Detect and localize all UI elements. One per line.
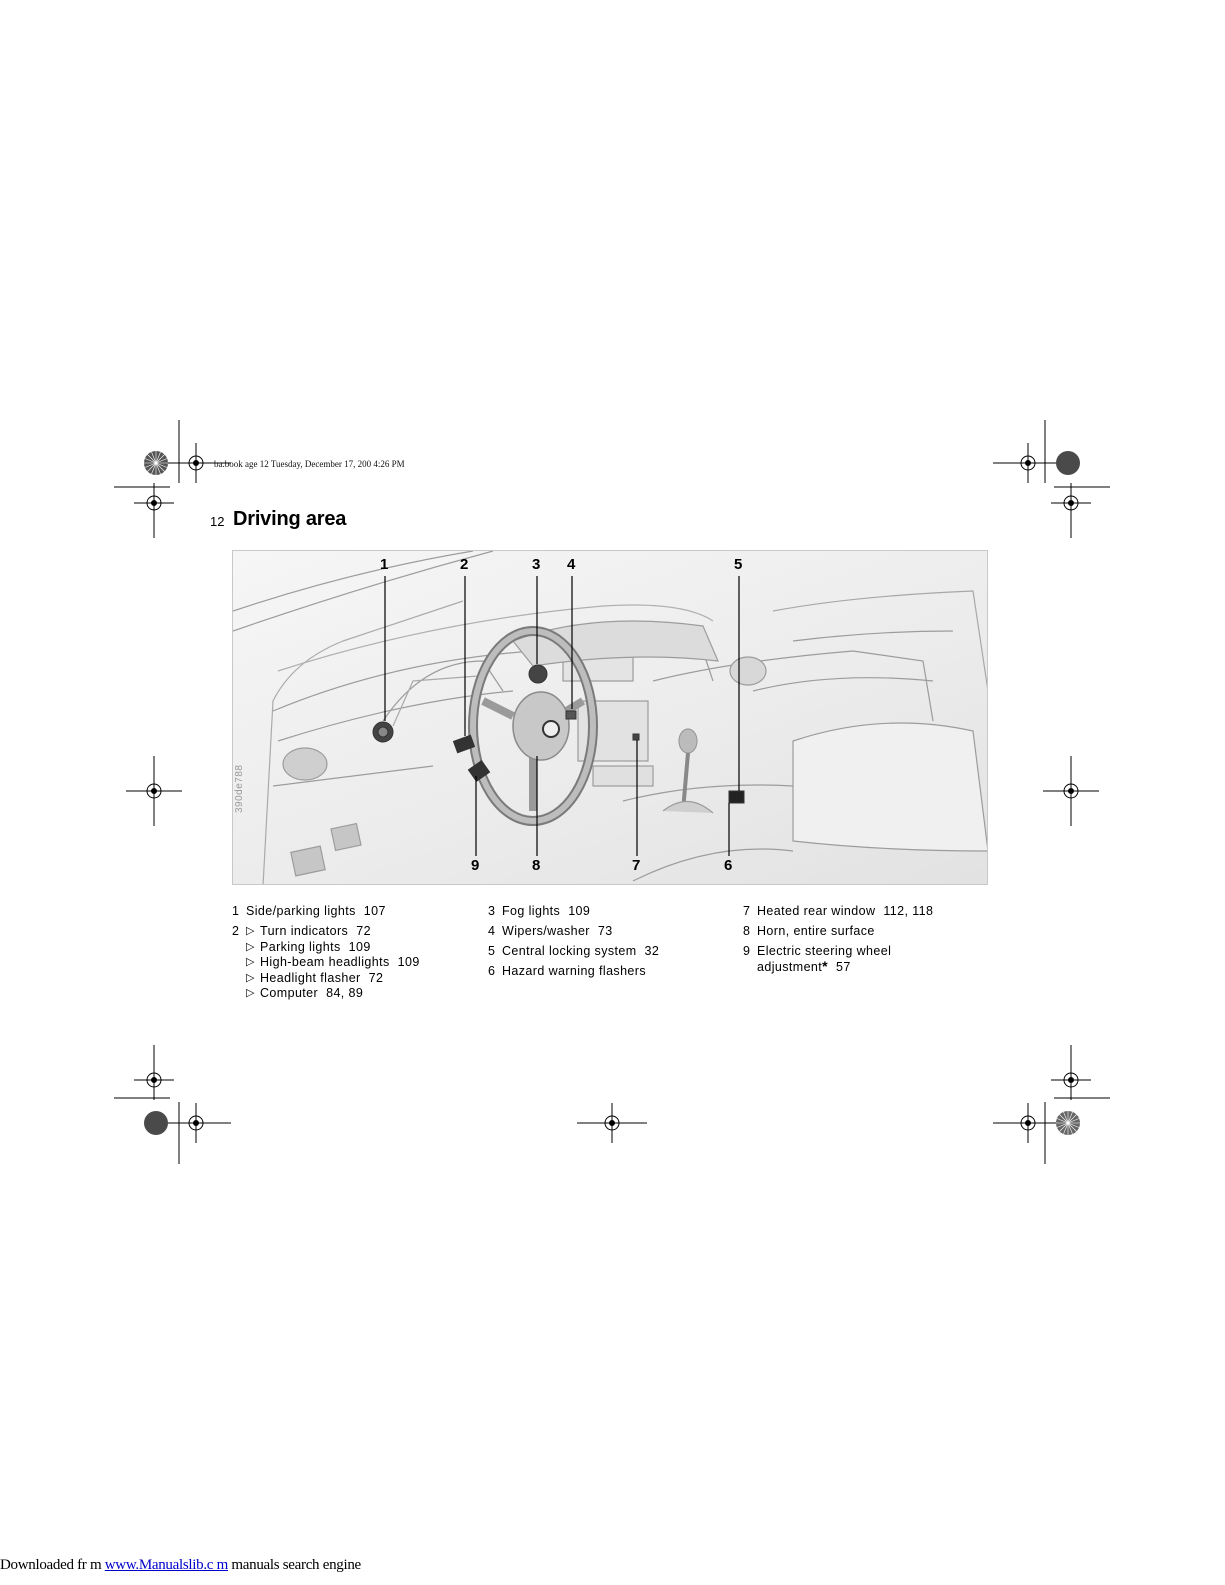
triangle-arrow-icon: ▷ — [246, 971, 255, 984]
page-title: Driving area — [233, 508, 347, 530]
legend-label: Side/parking lights — [246, 904, 356, 918]
callout-2: 2 — [460, 556, 469, 573]
legend-label: High-beam headlights — [260, 955, 390, 969]
legend-label: Hazard warning flashers — [502, 964, 646, 978]
callout-9: 9 — [471, 857, 480, 874]
crosshair-icon — [126, 756, 182, 826]
legend-item — [232, 904, 477, 919]
crosshair-icon — [993, 443, 1063, 483]
page-reference: 72 — [356, 924, 371, 938]
page-reference: 109 — [348, 939, 371, 954]
legend-label: Turn indicators — [260, 924, 349, 938]
driving-area-illustration — [232, 550, 988, 885]
legend-label: Horn, entire surface — [757, 924, 875, 938]
callout-4: 4 — [567, 556, 576, 573]
bmw-logo-icon — [543, 721, 559, 737]
callout-5: 5 — [734, 556, 743, 573]
legend-number: 8 — [743, 924, 751, 938]
triangle-arrow-icon: ▷ — [246, 940, 255, 953]
legend-item — [488, 904, 728, 919]
page-reference: 112, 118 — [883, 904, 934, 918]
legend-number: 1 — [232, 904, 240, 918]
crosshair-icon — [134, 1045, 174, 1100]
legend-label: Computer — [260, 986, 319, 1000]
legend-item — [488, 924, 728, 939]
page-reference: 107 — [363, 904, 386, 918]
page-reference: 84, 89 — [326, 986, 364, 1000]
legend-subitem — [246, 955, 477, 971]
crosshair-icon — [577, 1103, 647, 1143]
page-reference: 72 — [368, 970, 384, 985]
legend-column-2 — [488, 904, 728, 984]
legend-item — [743, 904, 983, 919]
manualslib-link[interactable]: www.Manualslib.c m — [104, 1557, 228, 1573]
legend-label: Central locking system — [502, 944, 637, 958]
legend-label: Parking lights — [260, 939, 341, 954]
legend-subitem — [246, 986, 477, 1002]
legend-item — [488, 964, 728, 979]
footer-prefix: Downloaded fr m — [0, 1557, 105, 1573]
page-reference: 109 — [397, 955, 420, 969]
star-wheel-icon — [144, 451, 168, 475]
legend-label: Fog lights — [502, 904, 561, 918]
crosshair-icon — [993, 1103, 1063, 1143]
triangle-arrow-icon: ▷ — [246, 956, 255, 968]
crosshair-icon — [1051, 1045, 1091, 1100]
page-reference: 109 — [568, 904, 591, 918]
legend-number: 9 — [743, 944, 751, 958]
page-reference: 73 — [597, 924, 613, 938]
callout-7: 7 — [632, 857, 641, 874]
legend-subitem — [246, 940, 477, 956]
figure-code: 390de788 — [234, 764, 245, 813]
callout-8: 8 — [532, 857, 541, 874]
legend-label: Wipers/washer — [502, 924, 590, 938]
legend-item — [488, 944, 728, 959]
crosshair-icon — [1043, 756, 1099, 826]
gray-wheel-icon — [144, 1111, 168, 1135]
legend-number: 3 — [488, 904, 496, 918]
legend-item — [743, 944, 983, 975]
crosshair-icon — [1051, 483, 1091, 538]
legend-number: 4 — [488, 924, 496, 938]
triangle-arrow-icon: ▷ — [246, 925, 255, 937]
footer-suffix: manuals search engine — [227, 1557, 361, 1573]
gray-wheel-icon — [1056, 451, 1080, 475]
callout-1: 1 — [380, 556, 389, 573]
legend-subitem — [246, 924, 477, 940]
optional-equipment-star: * — [822, 958, 829, 974]
legend-column-1 — [232, 904, 477, 1007]
legend-subitem — [246, 971, 477, 987]
legend-item — [743, 924, 983, 939]
legend-item — [232, 924, 477, 1002]
star-wheel-icon — [1056, 1111, 1080, 1135]
crosshair-icon — [134, 483, 174, 538]
legend-label: Electric steering wheel — [757, 944, 892, 958]
page-reference: 57 — [836, 960, 851, 974]
page-number: 12 — [210, 514, 225, 529]
triangle-arrow-icon: ▷ — [246, 987, 255, 999]
legend-number: 5 — [488, 944, 496, 958]
crosshair-icon — [161, 1103, 231, 1143]
legend-number: 6 — [488, 964, 496, 978]
legend-label: Headlight flasher — [260, 970, 361, 985]
legend-label-line2: adjustment — [757, 960, 823, 974]
dashboard-drawing — [233, 551, 988, 885]
callout-3: 3 — [532, 556, 541, 573]
page-reference: 32 — [644, 944, 660, 958]
printer-info-line: ba.book age 12 Tuesday, December 17, 200 4:26 PM — [214, 459, 405, 469]
callout-6: 6 — [724, 857, 733, 874]
legend-number: 7 — [743, 904, 751, 918]
legend-number: 2 — [232, 924, 240, 938]
legend-column-3 — [743, 904, 983, 980]
download-footer — [0, 1557, 361, 1574]
legend-label: Heated rear window — [757, 904, 876, 918]
